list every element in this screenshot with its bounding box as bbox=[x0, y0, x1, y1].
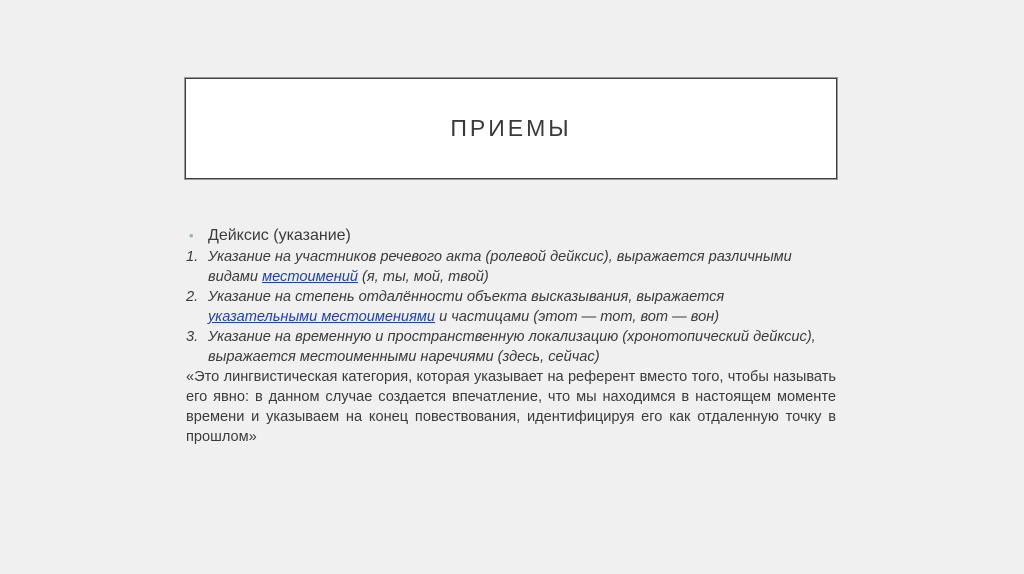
numbered-item-3 bbox=[186, 327, 836, 367]
quote-paragraph: «Это лингвистическая категория, которая указывает на референт вместо того, чтобы называть его явно: в данном случае создается впечатление, что мы находимся в настоящем моменте времени и указываем на конец повествования, идентифицируя его как отдаленную точку в прошлом» bbox=[186, 369, 836, 445]
item-text: Указание на временную и пространственную локализацию (хронотопический дейксис), выражается местоименными наречиями (здесь, сейчас) bbox=[208, 329, 816, 365]
numbered-item-1 bbox=[186, 247, 836, 287]
slide-title: ПРИЕМЫ bbox=[450, 115, 572, 141]
item-text-after: (я, ты, мой, твой) bbox=[357, 269, 489, 285]
title-box bbox=[185, 78, 837, 179]
item-text: Указание на участников речевого акта (ролевой дейксис), выражается различными видами bbox=[208, 249, 792, 285]
numbered-item-2 bbox=[186, 287, 836, 327]
bullet-text: Дейксис (указание) bbox=[208, 227, 351, 244]
item-text-after: и частицами (этот — тот, вот — вон) bbox=[435, 309, 720, 325]
bullet-item bbox=[186, 226, 836, 246]
item-text: Указание на степень отдалённости объекта высказывания, выражается bbox=[208, 289, 725, 305]
link-ukazatelnymi-mestoimeniyami[interactable]: указательными местоимениями bbox=[208, 309, 436, 325]
link-mestoimeniy[interactable]: местоимений bbox=[262, 269, 358, 285]
slide-content bbox=[186, 226, 836, 447]
bullet-dot-icon: • bbox=[189, 228, 194, 243]
item-number: 3. bbox=[186, 329, 199, 345]
item-number: 1. bbox=[186, 249, 199, 265]
item-number: 2. bbox=[186, 289, 199, 305]
